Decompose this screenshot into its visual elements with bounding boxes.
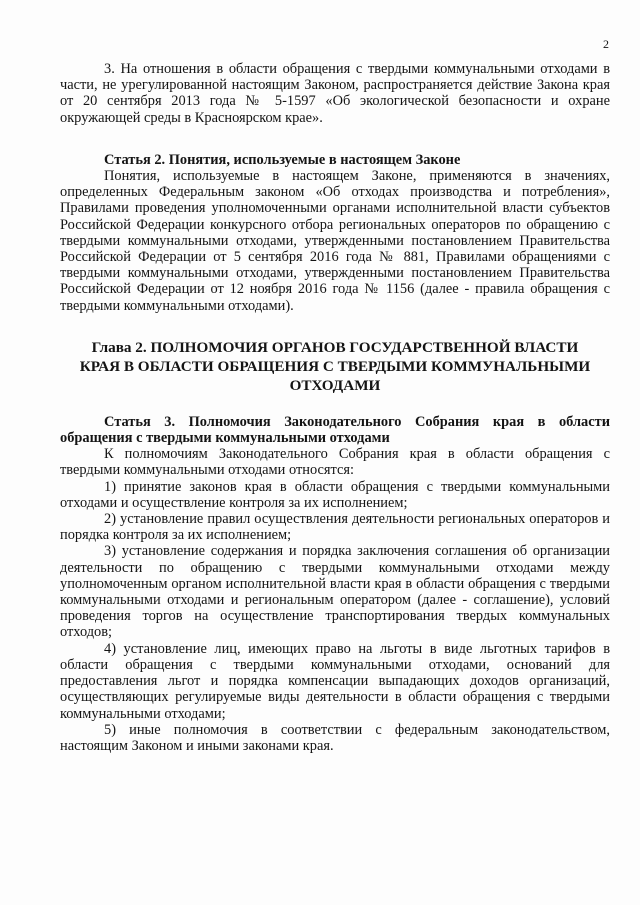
article-2-text: Понятия, используемые в настоящем Законе, применяются в значениях, определенных Федеральным законом «Об отходах производства и потребления», Правилами проведения уполномоченными органами исполнительной власти субъектов Российской Федерации конкурсного отбора региональных операторов по обращению с твердыми коммунальными отходами, утвержденными постановлением Правительства Российской Федерации от 5 сентября 2016 года № 881, Правилами обращениями с твердыми коммунальными отходами, утвержденными постановлением Правительства Российской Федерации от 12 ноября 2016 года № 1156 (далее - правила обращения с твердыми коммунальными отходами).: [60, 168, 610, 314]
list-item-5: 5) иные полномочия в соответствии с федеральным законодательством, настоящим Законом и иными законами края.: [60, 721, 610, 754]
chapter-2-heading: Глава 2. ПОЛНОМОЧИЯ ОРГАНОВ ГОСУДАРСТВЕННОЙ ВЛАСТИ КРАЯ В ОБЛАСТИ ОБРАЩЕНИЯ С ТВЕРДЫМИ КОММУНАЛЬНЫМИ ОТХОДАМИ: [79, 338, 591, 394]
article-3-heading: Статья 3. Полномочия Законодательного Собрания края в области обращения с твердыми коммунальными отходами: [60, 413, 610, 447]
list-item-3: 3) установление содержания и порядка заключения соглашения об организации деятельности по обращению с твердыми коммунальными отходами между уполномоченным органом исполнительной власти края в области обращения с твердыми коммунальными отходами и региональным оператором (далее - соглашение), условий проведения торгов на осуществление транспортирования твердых коммунальных отходов;: [60, 543, 610, 641]
article-3-intro: К полномочиям Законодательного Собрания края в области обращения с твердыми коммунальными отходами относятся:: [60, 446, 610, 479]
article-2-heading: Статья 2. Понятия, используемые в настоящем Законе: [104, 151, 461, 168]
list-item-4: 4) установление лиц, имеющих право на льготы в виде льготных тарифов в области обращения с твердыми коммунальными отходами, оснований для предоставления льгот и порядка компенсации выпадающих доходов организаций, осуществляющих регулируемые виды деятельности в области обращения с твердыми коммунальными отходами;: [60, 640, 610, 722]
page-number: 2: [603, 37, 609, 51]
paragraph-part-3: 3. На отношения в области обращения с твердыми коммунальными отходами в части, не урегулированной настоящим Законом, распространяется действие Закона края от 20 сентября 2013 года № 5-1597 «Об экологической безопасности и охране окружающей среды в Красноярском крае».: [60, 61, 610, 126]
list-item-1: 1) принятие законов края в области обращения с твердыми коммунальными отходами и осуществление контроля за их исполнением;: [60, 478, 610, 511]
list-item-2: 2) установление правил осуществления деятельности региональных операторов и порядка контроля за их исполнением;: [60, 511, 610, 544]
document-body: [60, 61, 610, 754]
